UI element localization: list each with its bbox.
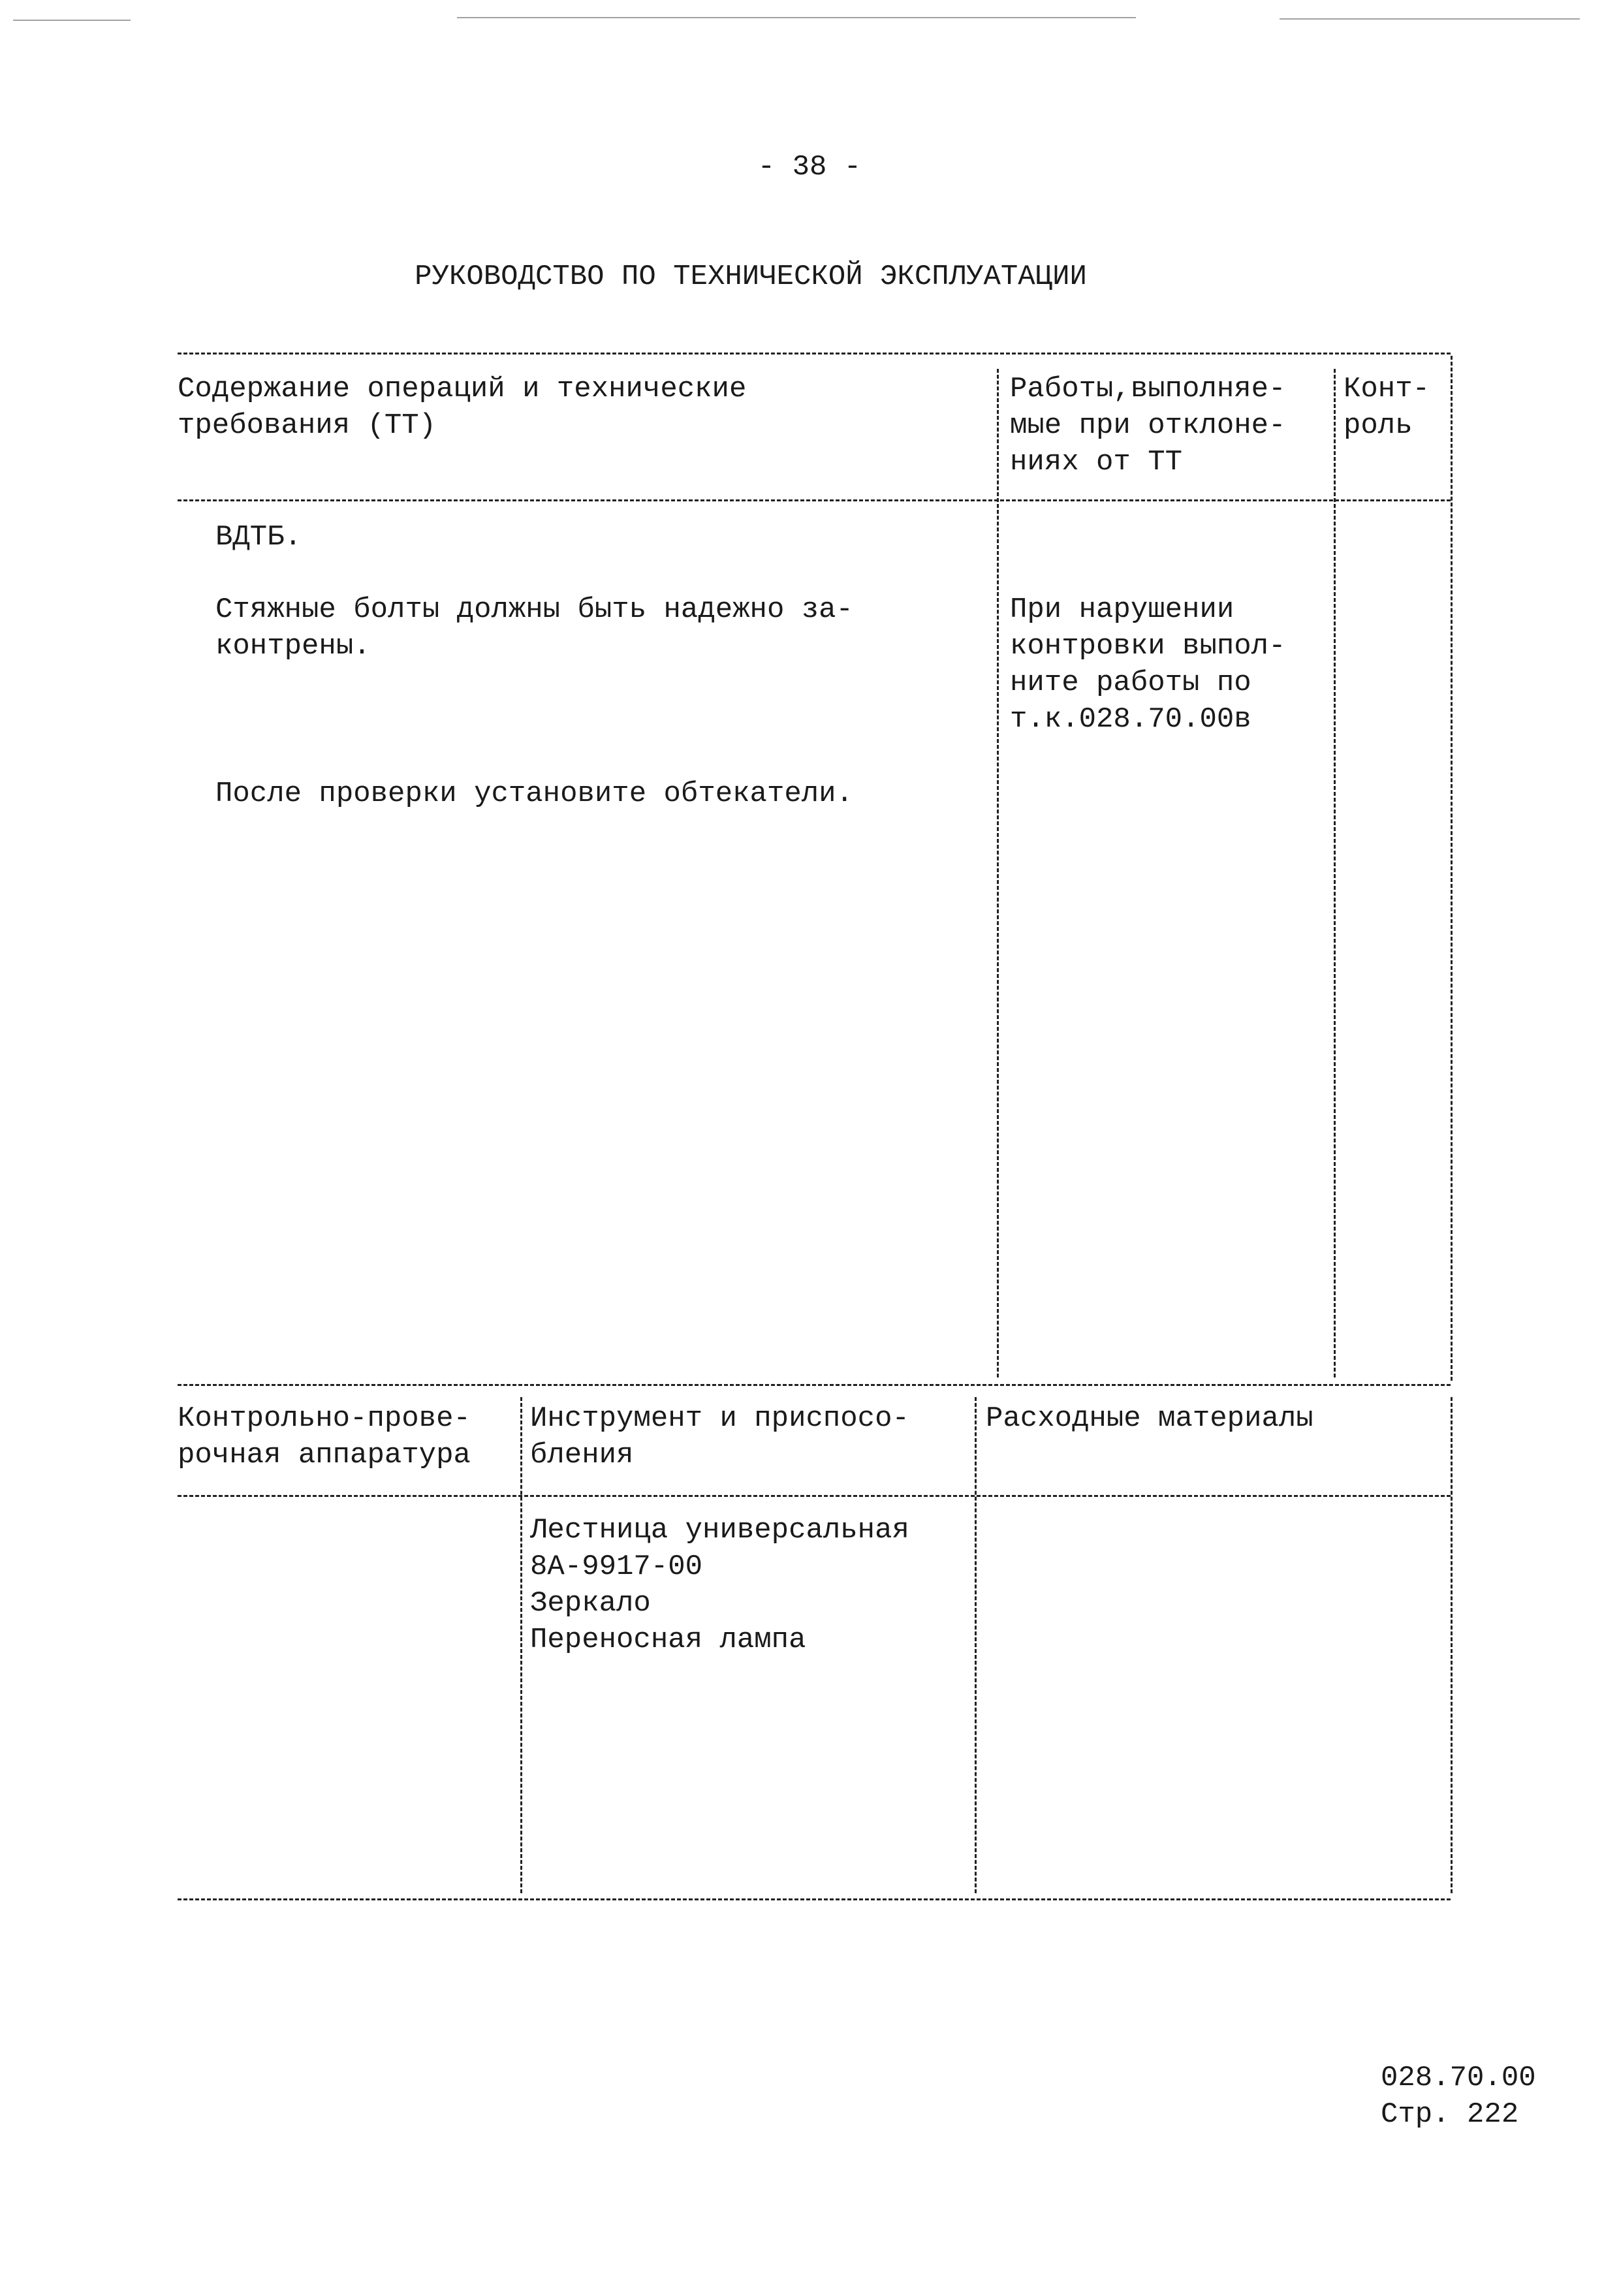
operation-row-3: После проверки установите обтекатели. xyxy=(215,778,853,810)
column-divider xyxy=(997,369,999,1377)
scan-artifact xyxy=(13,20,131,21)
header-tools: Инструмент и приспосо- бления xyxy=(530,1402,909,1471)
document-code: 028.70.00 xyxy=(1381,2062,1536,2094)
header-content: Содержание операций и технические требования (ТТ) xyxy=(178,373,747,442)
scan-artifact xyxy=(1280,18,1580,20)
table-top-rule xyxy=(178,353,1451,354)
list-item: 8А-9917-00 xyxy=(530,1550,703,1583)
right-border xyxy=(1451,356,1453,1381)
column-divider xyxy=(975,1397,977,1893)
table-bottom-rule xyxy=(178,1898,1451,1900)
list-item: Переносная лампа xyxy=(530,1624,806,1656)
column-divider xyxy=(1334,369,1336,1377)
header-apparatus: Контрольно-прове- рочная аппаратура xyxy=(178,1402,471,1471)
column-divider xyxy=(520,1397,522,1893)
page-number: - 38 - xyxy=(757,151,862,183)
list-item: Зеркало xyxy=(530,1587,651,1620)
operation-row-2: Стяжные болты должны быть надежно за- контрены. xyxy=(215,593,853,663)
table-bottom-rule xyxy=(178,1384,1451,1386)
header-deviation: Работы,выполняе- мые при отклоне- ниях от ТТ xyxy=(1010,373,1286,479)
deviation-row-2: При нарушении контровки выпол- ните работы по т.к.028.70.00в xyxy=(1010,593,1286,736)
operation-row-1: ВДТБ. xyxy=(215,521,302,554)
header-bottom-rule xyxy=(178,499,1451,501)
page-title: РУКОВОДСТВО ПО ТЕХНИЧЕСКОЙ ЭКСПЛУАТАЦИИ xyxy=(415,260,1087,293)
scan-artifact xyxy=(457,17,1136,18)
page-label: Стр. 222 xyxy=(1381,2098,1519,2131)
list-item: Лестница универсальная xyxy=(530,1514,909,1547)
header-bottom-rule xyxy=(178,1495,1451,1497)
right-border xyxy=(1451,1397,1453,1893)
header-materials: Расходные материалы xyxy=(986,1402,1313,1435)
header-control: Конт- роль xyxy=(1344,373,1430,442)
